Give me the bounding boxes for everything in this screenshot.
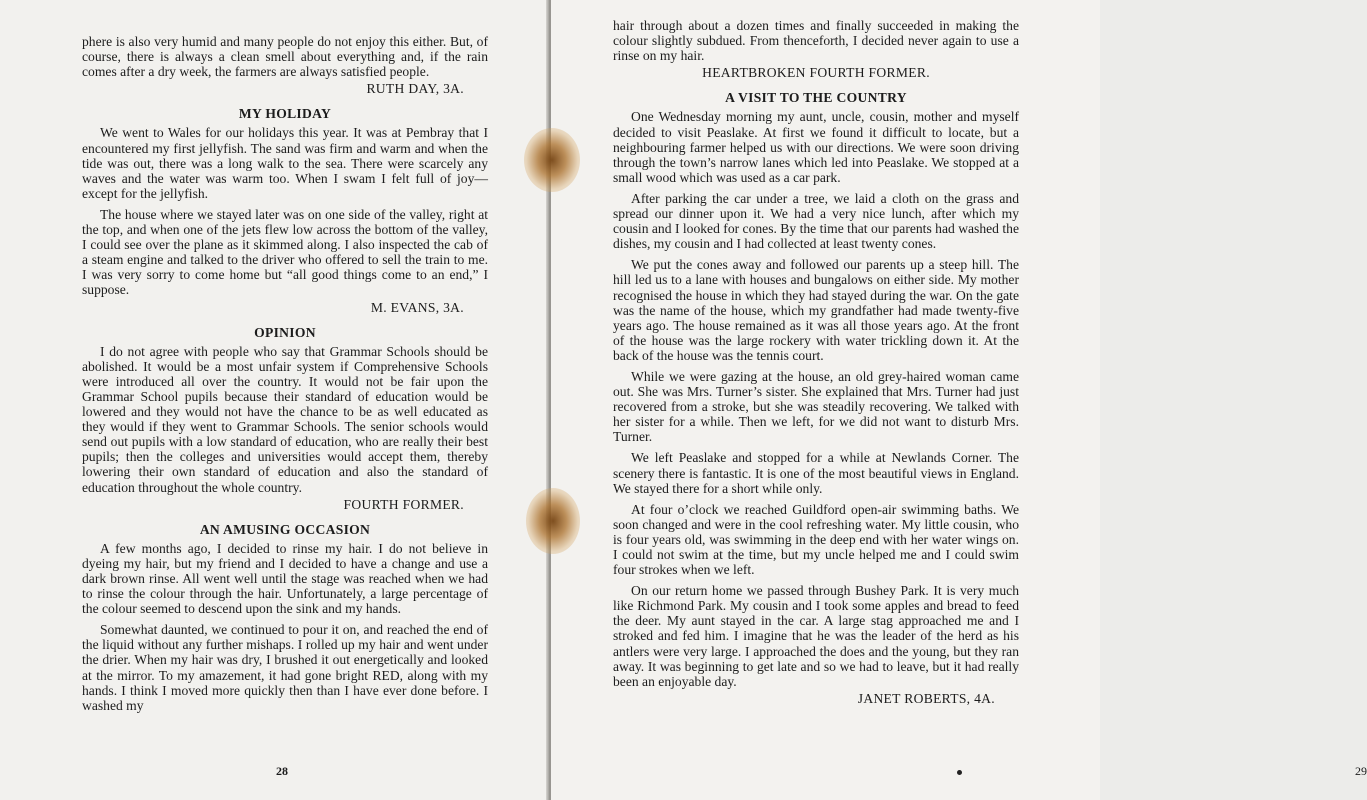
continued-paragraph: hair through about a dozen times and finally succeeded in making the colour slightly subdued. From thenceforth, I decided never again to use a rinse on my hair. — [613, 18, 1019, 64]
page-number: 28 — [276, 764, 288, 778]
article-paragraph: While we were gazing at the house, an old grey-haired woman came out. She was Mrs. Turner’s sister. She explained that Mrs. Turner had just recovered from a stroke, but she was steadily recovering. We talked with her sister for a while. Then we left, for we did not want to disturb Mrs. Turner. — [613, 368, 1019, 445]
article-title-visit-country: A VISIT TO THE COUNTRY — [725, 90, 907, 106]
ink-speck — [957, 770, 962, 775]
author-signature: HEARTBROKEN FOURTH FORMER. — [702, 65, 930, 81]
author-signature: M. EVANS, 3A. — [370, 299, 464, 315]
article-paragraph: One Wednesday morning my aunt, uncle, cousin, mother and myself decided to visit Peaslake. At first we found it difficult to locate, but a neighbouring farmer helped us with our directions. We were soon driving through the town’s narrow lanes which led into Peaslake. We stopped at a small wood which was used as a car park. — [613, 109, 1019, 185]
article-paragraph: On our return home we passed through Bushey Park. It is very much like Richmond Park. My cousin and I took some apples and bread to feed the deer. My aunt stayed in the car. A large stag approached me and I stroked and fed him. I imagine that he was the leader of the herd as his antlers were very large. I approached the does and the young, but they ran away. It was beginning to get late and so we had to leave, but it had really been an enjoyable day. — [613, 583, 1019, 689]
article-paragraph: After parking the car under a tree, we laid a cloth on the grass and spread our dinner upon it. We had a very nice lunch, after which my cousin and I looked for cones. By the time that our parents had washed the dishes, my cousin and I had collected at least twenty cones. — [613, 190, 1019, 252]
article-paragraph: At four o’clock we reached Guildford open-air swimming baths. We soon changed and were in the cool refreshing water. My little cousin, who is four years old, was swimming in the deep end with her water wings on. I could not swim at the time, but my uncle helped me and I could swim four strokes when we left. — [613, 501, 1019, 578]
author-signature: JANET ROBERTS, 4A. — [857, 690, 995, 706]
author-signature: FOURTH FORMER. — [343, 496, 464, 512]
water-stain — [526, 488, 580, 554]
water-stain — [524, 128, 580, 192]
article-paragraph: We left Peaslake and stopped for a while at Newlands Corner. The scenery there is fantastic. It is one of the most beautiful views in England. We stayed there for a short while only. — [613, 450, 1019, 496]
left-text-column — [82, 34, 488, 713]
article-paragraph: The house where we stayed later was on one side of the valley, right at the top, and when one of the jets flew low across the bottom of the valley, I could see over the plane as it skimmed along. I also inspected the cab of a steam engine and talked to the driver who offered to sell the train to me. I was very sorry to come home but “all good things come to an end,” I suppose. — [82, 206, 488, 298]
article-paragraph: A few months ago, I decided to rinse my hair. I do not believe in dyeing my hair, but my friend and I decided to have a change and use a dark brown rinse. All went well until the stage was reached when we had to rinse the colour through the hair. Unfortunately, a large percentage of the colour seemed to descend upon the sink and my hands. — [82, 540, 488, 617]
article-paragraph: We went to Wales for our holidays this year. It was at Pembray that I encountered my first jellyfish. The sand was firm and warm and when the tide was out, there was a long walk to the sea. There were scarcely any waves and the water was warm too. When I swam I felt full of joy—except for the jellyfish. — [82, 125, 488, 201]
right-text-column — [613, 18, 1019, 706]
article-title-opinion: OPINION — [254, 324, 316, 340]
continued-paragraph: phere is also very humid and many people do not enjoy this either. But, of course, there is always a clean smell about everything and, if the rain comes after a dry week, the farmers are always satisfied people. — [82, 34, 488, 80]
article-title-my-holiday: MY HOLIDAY — [238, 106, 332, 122]
article-title-amusing-occasion: AN AMUSING OCCASION — [199, 521, 371, 537]
article-paragraph: Somewhat daunted, we continued to pour it on, and reached the end of the liquid without any further mishaps. I rolled up my hair and went under the drier. When my hair was dry, I brushed it out energetically and looked at the mirror. To my amazement, it had gone bright RED, along with my hands. I think I moved more quickly then than I have ever done before. I washed my — [82, 622, 488, 713]
author-signature: RUTH DAY, 3A. — [366, 81, 464, 97]
right-page — [551, 0, 1367, 800]
article-paragraph: We put the cones away and followed our parents up a steep hill. The hill led us to a lane with houses and bungalows on either side. My mother recognised the house in which they had stayed during the war. On the gate was the name of the house, which my grandfather had made twenty-five years ago. The house remained as it was all those years ago. At the front of the house was the large rockery with water trickling down it. At the back of the house was the tennis court. — [613, 257, 1019, 363]
article-paragraph: I do not agree with people who say that Grammar Schools should be abolished. It would be a most unfair system if Comprehensive Schools were introduced all over the country. It would not be fair upon the Grammar School pupils because their standard of education would be lowered and they would not have the chance to be as well educated as they would if they went to Grammar Schools. The senior schools would send out pupils with a low standard of education, who are really their best pupils; then the colleges and universities would accept them, thereby lowering their own standard of education and also the standard of education throughout the whole country. — [82, 343, 488, 495]
page-number: 29 — [1355, 764, 1367, 778]
left-page — [0, 0, 549, 800]
